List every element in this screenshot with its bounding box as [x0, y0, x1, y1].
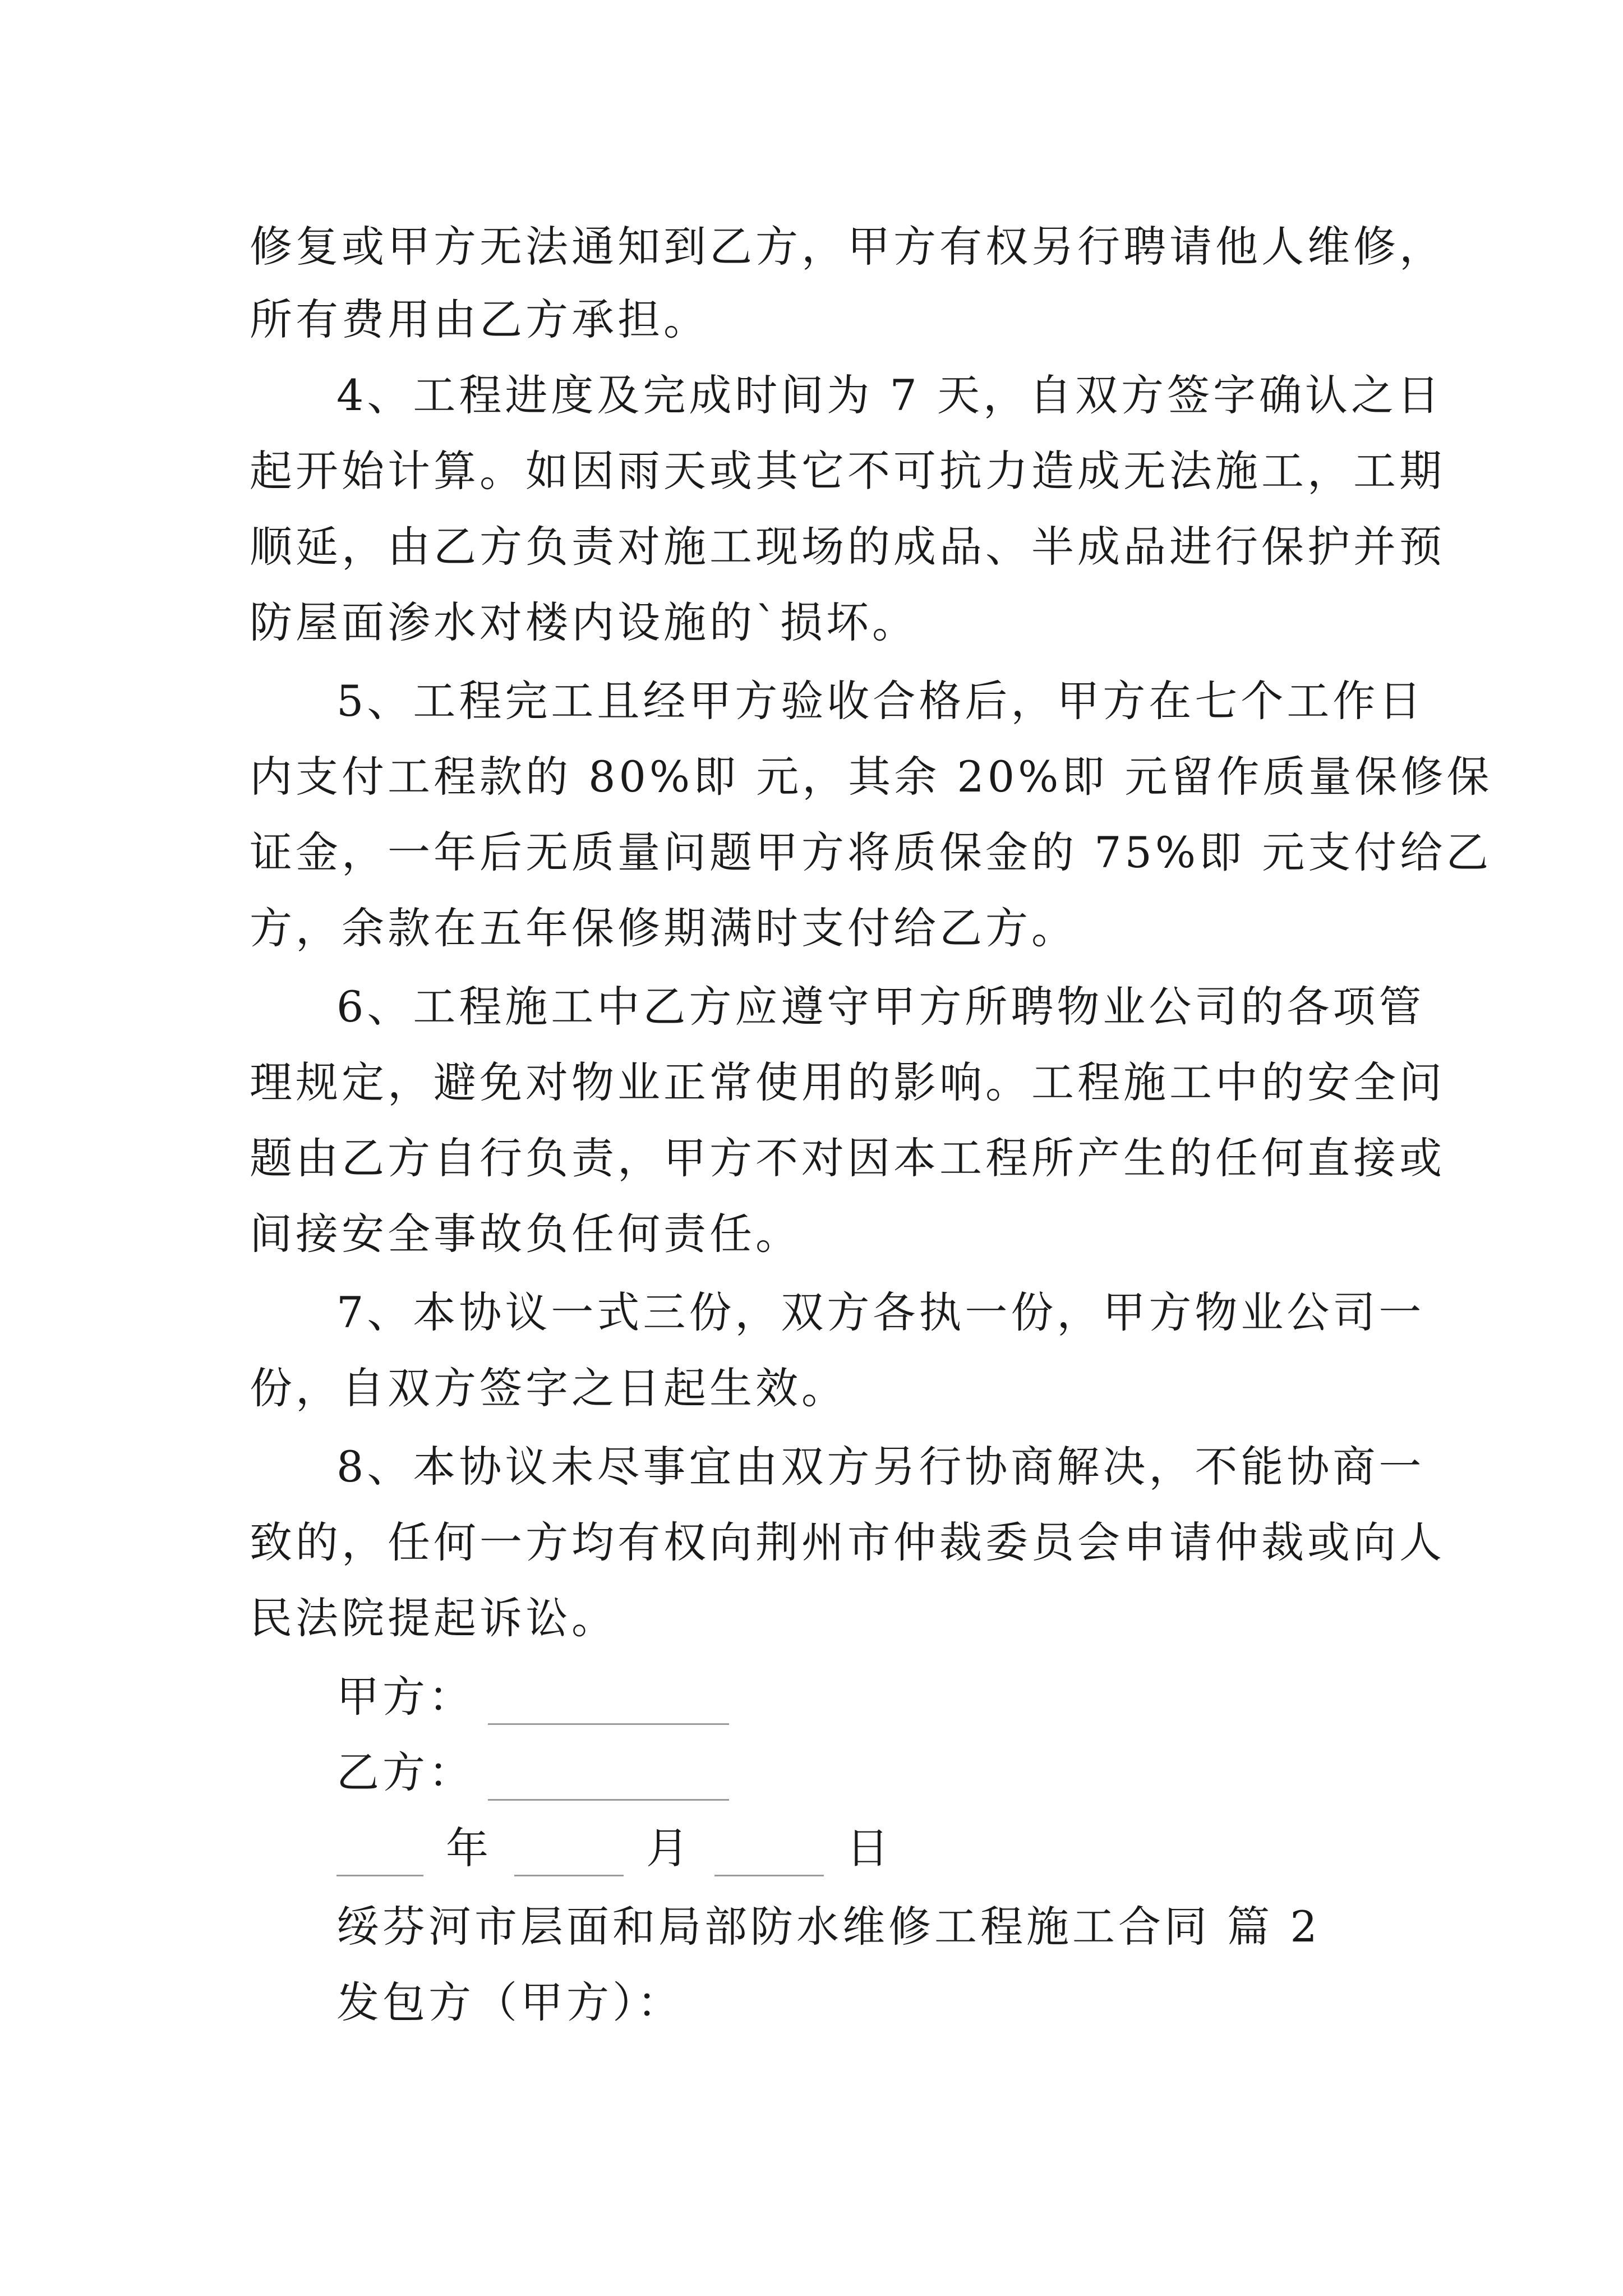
paragraph-line: 题由乙方自行负责，甲方不对因本工程所产生的任何直接或	[250, 1133, 1445, 1183]
section-title: 绥芬河市层面和局部防水维修工程施工合同 篇 2	[336, 1902, 1321, 1952]
date-line	[336, 1820, 915, 1876]
paragraph-line: 起开始计算。如因雨天或其它不可抗力造成无法施工，工期	[250, 446, 1445, 496]
paragraph-line: 防屋面渗水对楼内设施的`损坏。	[250, 597, 918, 647]
paragraph-line: 所有费用由乙方承担。	[250, 295, 709, 344]
party-a-signature	[336, 1669, 729, 1725]
day-label: 日	[846, 1823, 892, 1873]
paragraph-line: 理规定，避免对物业正常使用的影响。工程施工中的安全问	[250, 1057, 1445, 1107]
paragraph-line: 8、本协议未尽事宜由双方另行协商解决，不能协商一	[336, 1442, 1425, 1492]
party-b-signature-blank[interactable]	[488, 1760, 729, 1801]
paragraph-line: 份，自双方签字之日起生效。	[250, 1363, 847, 1413]
paragraph-line: 4、工程进度及完成时间为 7 天，自双方签字确认之日	[336, 370, 1444, 420]
paragraph-line: 内支付工程款的 80%即 元，其余 20%即 元留作质量保修保	[250, 752, 1493, 802]
party-b-label: 乙方：	[336, 1747, 474, 1797]
paragraph-line: 修复或甲方无法通知到乙方，甲方有权另行聘请他人维修，	[250, 222, 1445, 272]
party-heading: 发包方（甲方）：	[336, 1977, 683, 2027]
day-blank[interactable]	[714, 1835, 824, 1876]
paragraph-line: 间接安全事故负任何责任。	[250, 1209, 801, 1259]
paragraph-line: 5、工程完工且经甲方验收合格后，甲方在七个工作日	[336, 676, 1425, 726]
party-a-label: 甲方：	[336, 1672, 474, 1722]
paragraph-line: 7、本协议一式三份，双方各执一份，甲方物业公司一	[336, 1287, 1425, 1337]
paragraph-line: 证金，一年后无质量问题甲方将质保金的 75%即 元支付给乙	[250, 827, 1492, 877]
year-blank[interactable]	[336, 1835, 423, 1876]
month-blank[interactable]	[514, 1835, 624, 1876]
paragraph-line: 民法院提起诉讼。	[250, 1593, 617, 1643]
year-label: 年	[446, 1823, 492, 1873]
paragraph-line: 致的，任何一方均有权向荆州市仲裁委员会申请仲裁或向人	[250, 1517, 1445, 1567]
paragraph-line: 顺延，由乙方负责对施工现场的成品、半成品进行保护并预	[250, 522, 1445, 572]
party-b-signature	[336, 1745, 729, 1801]
paragraph-line: 方，余款在五年保修期满时支付给乙方。	[250, 903, 1077, 953]
party-a-signature-blank[interactable]	[488, 1684, 729, 1725]
paragraph-line: 6、工程施工中乙方应遵守甲方所聘物业公司的各项管	[336, 982, 1425, 1032]
month-label: 月	[646, 1823, 692, 1873]
